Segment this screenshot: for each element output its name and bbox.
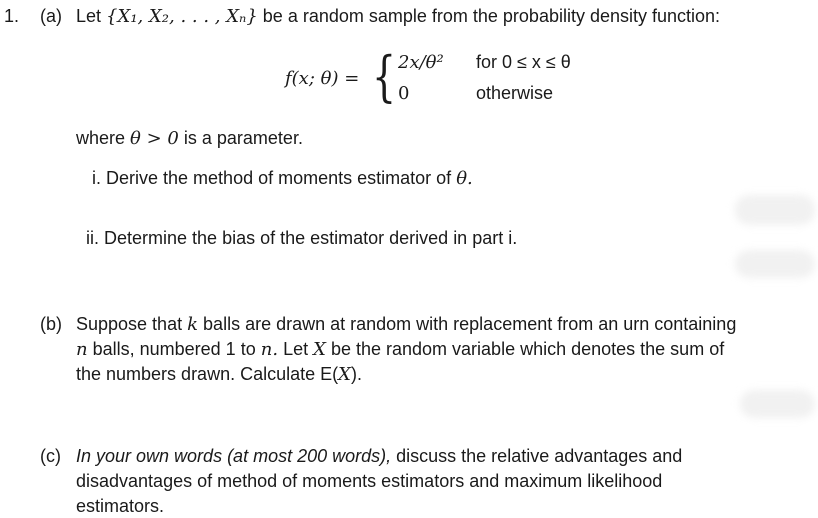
part-b-line2-c: be the random variable which denotes the sum of [330, 339, 725, 359]
subpart-ii-label: ii. [86, 228, 99, 248]
where-rest: is a parameter. [183, 128, 303, 148]
part-b-line2-b: Let [283, 339, 309, 359]
part-c-line1-rest: discuss the relative advantages and [396, 446, 683, 466]
part-b-line2 [76, 339, 724, 360]
subpart-i [92, 168, 473, 189]
intro-let: Let [76, 6, 102, 26]
subpart-ii [86, 228, 517, 249]
part-b-line1 [76, 314, 736, 335]
case1-value: 2x/θ² [398, 52, 444, 73]
part-b-k: k [187, 314, 199, 335]
part-c-line2: disadvantages of method of moments estimators and maximum likelihood [76, 471, 663, 491]
part-b-line1-b: balls are drawn at random with replacement from an urn containing [203, 314, 737, 334]
part-b-label: (b) [40, 314, 62, 334]
where-text: where [76, 128, 126, 148]
part-c-label: (c) [40, 446, 61, 466]
part-b-x1: X [313, 339, 326, 360]
blur-mark [740, 390, 815, 418]
sample-set: {X₁, X₂, . . . , Xₙ} [106, 6, 258, 27]
part-b-line2-a: balls, numbered 1 to [92, 339, 256, 359]
part-c-line3: estimators. [76, 496, 165, 516]
where-math: θ > 0 [130, 128, 179, 149]
subpart-i-math: θ. [456, 168, 473, 189]
case1-condition-text: for 0 ≤ x ≤ θ [476, 52, 571, 72]
part-b-line3-a: the numbers drawn. Calculate E( [76, 364, 339, 384]
subpart-ii-text: Determine the bias of the estimator derived in part i. [104, 228, 518, 248]
where-line [76, 128, 303, 149]
case1-condition [476, 52, 571, 73]
case2-condition: otherwise [476, 83, 554, 103]
blur-mark [735, 195, 815, 225]
part-b-line3 [76, 364, 362, 385]
part-b-n1: n [76, 339, 88, 360]
pdf-lhs: f(x; θ) = [285, 68, 360, 89]
part-a-intro [76, 6, 720, 27]
part-c-line1 [76, 446, 682, 467]
part-c-line1-italic: In your own words (at most 200 words), [76, 446, 392, 466]
part-b-x2: X [338, 364, 351, 385]
blur-mark [735, 250, 815, 278]
case2-value: 0 [398, 83, 410, 104]
question-number: 1. [4, 6, 20, 26]
part-a-label: (a) [40, 6, 62, 26]
cases-brace: { [372, 45, 397, 108]
subpart-i-text: Derive the method of moments estimator of [106, 168, 452, 188]
part-b-n2: n. [260, 339, 279, 360]
part-b-line1-a: Suppose that [76, 314, 183, 334]
intro-rest: be a random sample from the probability density function: [262, 6, 721, 26]
subpart-i-label: i. [92, 168, 101, 188]
part-b-line3-b: ). [350, 364, 362, 384]
